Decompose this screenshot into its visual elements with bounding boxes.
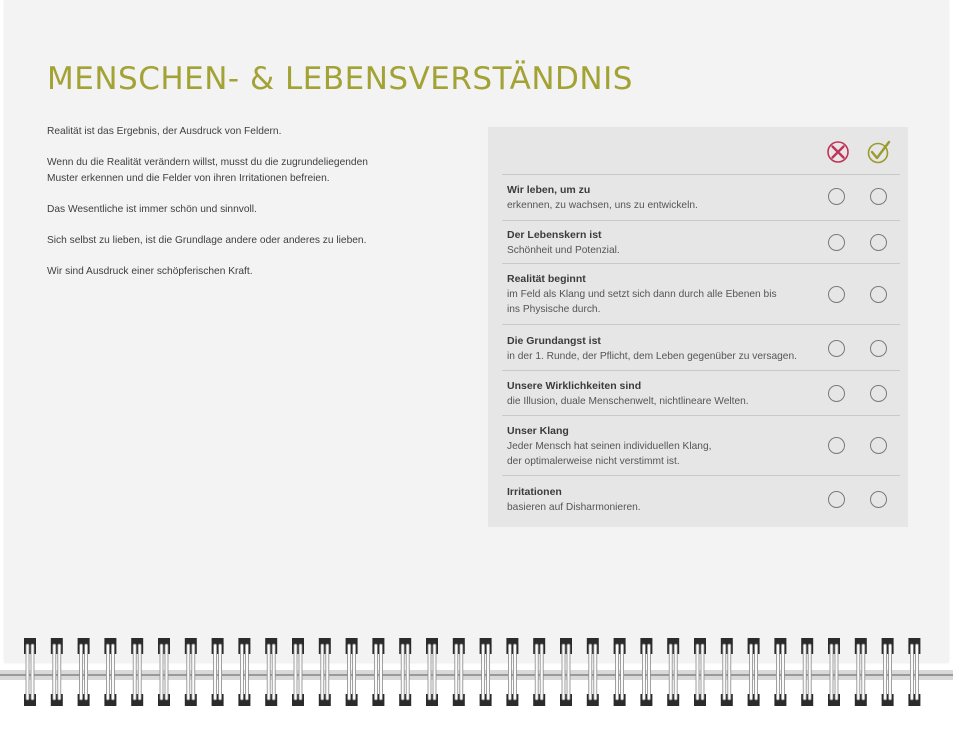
statement-row bbox=[502, 221, 900, 264]
statement-desc: Jeder Mensch hat seinen individuellen Klang, bbox=[507, 441, 712, 452]
statement-desc: der optimalerweise nicht verstimmt ist. bbox=[507, 456, 680, 467]
intro-paragraph: Realität ist das Ergebnis, der Ausdruck von Feldern. bbox=[47, 126, 282, 137]
agree-radio[interactable] bbox=[870, 286, 887, 303]
intro-line: Wenn du die Realität verändern willst, musst du die zugrundeliegenden bbox=[47, 157, 368, 168]
disagree-radio[interactable] bbox=[828, 188, 845, 205]
statement-desc: in der 1. Runde, der Pflicht, dem Leben gegenüber zu versagen. bbox=[507, 351, 797, 362]
agree-radio[interactable] bbox=[870, 234, 887, 251]
disagree-radio[interactable] bbox=[828, 437, 845, 454]
statement-desc: im Feld als Klang und setzt sich dann durch alle Ebenen bis bbox=[507, 289, 777, 300]
statement-desc: die Illusion, duale Menschenwelt, nichtlineare Welten. bbox=[507, 396, 749, 407]
statement-label: Der Lebenskern ist bbox=[507, 229, 602, 241]
intro-line: Muster erkennen und die Felder von ihren Irritationen befreien. bbox=[47, 173, 330, 184]
statement-row bbox=[502, 416, 900, 476]
agree-radio[interactable] bbox=[870, 437, 887, 454]
statement-desc: erkennen, zu wachsen, uns zu entwickeln. bbox=[507, 200, 698, 211]
statement-panel bbox=[488, 127, 908, 527]
intro-paragraph: Sich selbst zu lieben, ist die Grundlage andere oder anderes zu lieben. bbox=[47, 235, 367, 246]
statement-row bbox=[502, 371, 900, 416]
statement-row bbox=[502, 476, 900, 525]
x-circle-icon bbox=[826, 140, 850, 164]
disagree-radio[interactable] bbox=[828, 491, 845, 508]
disagree-radio[interactable] bbox=[828, 286, 845, 303]
statement-row bbox=[502, 264, 900, 325]
intro-paragraph: Wir sind Ausdruck einer schöpferischen Kraft. bbox=[47, 266, 253, 277]
agree-radio[interactable] bbox=[870, 385, 887, 402]
intro-paragraph: Das Wesentliche ist immer schön und sinnvoll. bbox=[47, 204, 257, 215]
statement-row bbox=[502, 175, 900, 221]
panel-header bbox=[502, 127, 900, 175]
statement-desc: Schönheit und Potenzial. bbox=[507, 245, 620, 256]
agree-radio[interactable] bbox=[870, 340, 887, 357]
page-title: MENSCHEN- & LEBENSVERSTÄNDNIS bbox=[47, 61, 633, 97]
statement-desc: ins Physische durch. bbox=[507, 304, 601, 315]
intro-text bbox=[47, 124, 467, 295]
intro-paragraph bbox=[47, 155, 467, 187]
statement-label: Die Grundangst ist bbox=[507, 335, 601, 347]
notebook-page bbox=[4, 0, 949, 662]
disagree-radio[interactable] bbox=[828, 340, 845, 357]
statement-label: Unser Klang bbox=[507, 425, 569, 437]
statement-label: Realität beginnt bbox=[507, 273, 586, 285]
disagree-radio[interactable] bbox=[828, 385, 845, 402]
agree-radio[interactable] bbox=[870, 188, 887, 205]
statement-label: Irritationen bbox=[507, 486, 562, 498]
checkmark-circle-icon bbox=[867, 140, 891, 164]
statement-label: Wir leben, um zu bbox=[507, 184, 591, 196]
statement-row bbox=[502, 325, 900, 371]
disagree-radio[interactable] bbox=[828, 234, 845, 251]
statement-desc: basieren auf Disharmonieren. bbox=[507, 502, 641, 513]
agree-radio[interactable] bbox=[870, 491, 887, 508]
spiral-binding bbox=[0, 630, 953, 710]
statement-label: Unsere Wirklichkeiten sind bbox=[507, 380, 642, 392]
